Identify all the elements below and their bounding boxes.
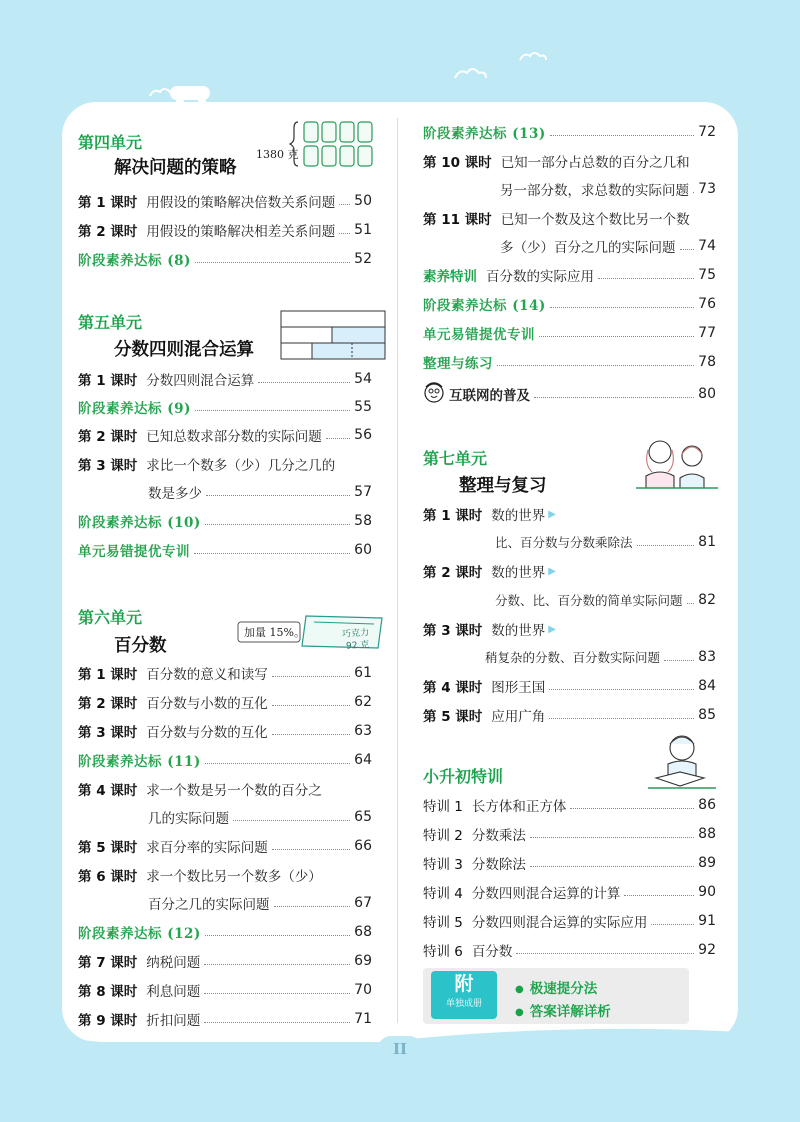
toc-row[interactable]: 特训 3 分数除法 89 <box>423 855 716 873</box>
toc-row[interactable]: 素养特训 百分数的实际应用 75 <box>423 267 716 285</box>
toc-row[interactable]: 第 1 课时 用假设的策略解决倍数关系问题 50 <box>78 193 372 211</box>
toc-row[interactable]: 特训 4 分数四则混合运算的计算 90 <box>423 884 716 902</box>
toc-row[interactable]: 稍复杂的分数、百分数实际问题 83 <box>485 649 716 665</box>
toc-row[interactable]: 第 7 课时 纳税问题 69 <box>78 953 372 971</box>
unit4-title: 解决问题的策略 <box>114 158 237 178</box>
appendix-item[interactable]: ● 极速提分法 <box>515 981 598 997</box>
appendix-tag: 附 单独成册 <box>431 971 497 1019</box>
toc-row[interactable]: 互联网的普及 80 <box>423 383 716 405</box>
toc-row[interactable]: 第 3 课时 数的世界 ▶ <box>423 623 556 639</box>
toc-row[interactable]: 第 2 课时 百分数与小数的互化 62 <box>78 694 372 712</box>
unit4-label: 第四单元 <box>78 133 143 152</box>
toc-row[interactable]: 比、百分数与分数乘除法 81 <box>495 534 716 550</box>
unit7-label: 第七单元 <box>423 449 488 468</box>
arrow-right-icon: ▶ <box>548 508 556 520</box>
unit5-title: 分数四则混合运算 <box>114 340 254 360</box>
toc-row[interactable]: 第 1 课时 分数四则混合运算 54 <box>78 371 372 389</box>
toc-row[interactable]: 特训 6 百分数 92 <box>423 942 716 960</box>
student-reading-illustration <box>640 730 720 792</box>
students-illustration <box>632 432 722 494</box>
toc-row[interactable]: 第 4 课时 图形王国 84 <box>423 678 716 696</box>
appendix-item[interactable]: ● 答案详解详析 <box>515 1004 611 1020</box>
bullet-dot-icon: ● <box>515 1007 524 1018</box>
unit5-label: 第五单元 <box>78 313 143 332</box>
toc-row[interactable]: 第 8 课时 利息问题 70 <box>78 982 372 1000</box>
jars-weight-label: 1380 克 <box>256 148 299 161</box>
jars-illustration <box>254 118 384 170</box>
special-training-label: 小升初特训 <box>423 767 504 786</box>
toc-row[interactable]: 阶段素养达标 (9) 55 <box>78 399 372 417</box>
toc-row[interactable]: 数是多少 57 <box>148 484 372 502</box>
toc-row[interactable]: 百分之几的实际问题 67 <box>148 895 372 913</box>
toc-row[interactable]: 阶段素养达标 (8) 52 <box>78 251 372 269</box>
page-number: II <box>378 1036 422 1062</box>
chocolate-weight-label: 92 克 <box>345 640 370 652</box>
arrow-right-icon: ▶ <box>548 565 556 577</box>
arrow-right-icon: ▶ <box>548 623 556 635</box>
toc-row[interactable]: 第 1 课时 百分数的意义和读写 61 <box>78 665 372 683</box>
toc-row[interactable]: 单元易错提优专训 77 <box>423 325 716 343</box>
unit7-title: 整理与复习 <box>459 476 547 496</box>
toc-row[interactable]: 整理与练习 78 <box>423 354 716 372</box>
cartoon-face-icon <box>423 381 445 403</box>
toc-row[interactable]: 特训 5 分数四则混合运算的实际应用 91 <box>423 913 716 931</box>
unit6-label: 第六单元 <box>78 608 143 627</box>
toc-row[interactable]: 另一部分数，求总数的实际问题 73 <box>500 181 716 199</box>
toc-row[interactable]: 第 2 课时 用假设的策略解决相差关系问题 51 <box>78 222 372 240</box>
bullet-dot-icon: ● <box>515 984 524 995</box>
toc-row[interactable]: 阶段素养达标 (14) 76 <box>423 296 716 314</box>
toc-row[interactable]: 阶段素养达标 (13) 72 <box>423 124 716 142</box>
toc-row[interactable]: 第 5 课时 求百分率的实际问题 66 <box>78 838 372 856</box>
toc-row[interactable]: 第 4 课时 求一个数是另一个数的百分之 <box>78 783 322 799</box>
toc-row[interactable]: 几的实际问题 65 <box>148 809 372 827</box>
toc-row[interactable]: 第 3 课时 求比一个数多（少）几分之几的 <box>78 458 336 474</box>
toc-row[interactable]: 第 2 课时 已知总数求部分数的实际问题 56 <box>78 427 372 445</box>
toc-row[interactable]: 阶段素养达标 (12) 68 <box>78 924 372 942</box>
toc-row[interactable]: 第 10 课时 已知一部分占总数的百分之几和 <box>423 155 690 171</box>
toc-row[interactable]: 第 2 课时 数的世界 ▶ <box>423 565 556 581</box>
chocolate-brand-label: 巧克力 <box>341 628 370 640</box>
column-divider <box>397 118 398 1023</box>
toc-row[interactable]: 阶段素养达标 (11) 64 <box>78 752 372 770</box>
toc-row[interactable]: 分数、比、百分数的简单实际问题 82 <box>495 592 716 608</box>
toc-row[interactable]: 特训 1 长方体和正方体 86 <box>423 797 716 815</box>
toc-row[interactable]: 阶段素养达标 (10) 58 <box>78 513 372 531</box>
fraction-bars-illustration <box>280 310 386 362</box>
toc-row[interactable]: 单元易错提优专训 60 <box>78 542 372 560</box>
toc-row[interactable]: 第 9 课时 折扣问题 71 <box>78 1011 372 1029</box>
appendix-box <box>423 968 689 1024</box>
chocolate-promo-label: 加量 15%。 <box>244 626 305 639</box>
toc-row[interactable]: 特训 2 分数乘法 88 <box>423 826 716 844</box>
toc-row[interactable]: 第 1 课时 数的世界 ▶ <box>423 508 556 524</box>
toc-row[interactable]: 第 5 课时 应用广角 85 <box>423 707 716 725</box>
toc-row[interactable]: 多（少）百分之几的实际问题 74 <box>500 238 716 256</box>
toc-row[interactable]: 第 3 课时 百分数与分数的互化 63 <box>78 723 372 741</box>
unit6-title: 百分数 <box>114 636 167 656</box>
toc-row[interactable]: 第 6 课时 求一个数比另一个数多（少） <box>78 869 322 885</box>
toc-row[interactable]: 第 11 课时 已知一个数及这个数比另一个数 <box>423 212 690 228</box>
